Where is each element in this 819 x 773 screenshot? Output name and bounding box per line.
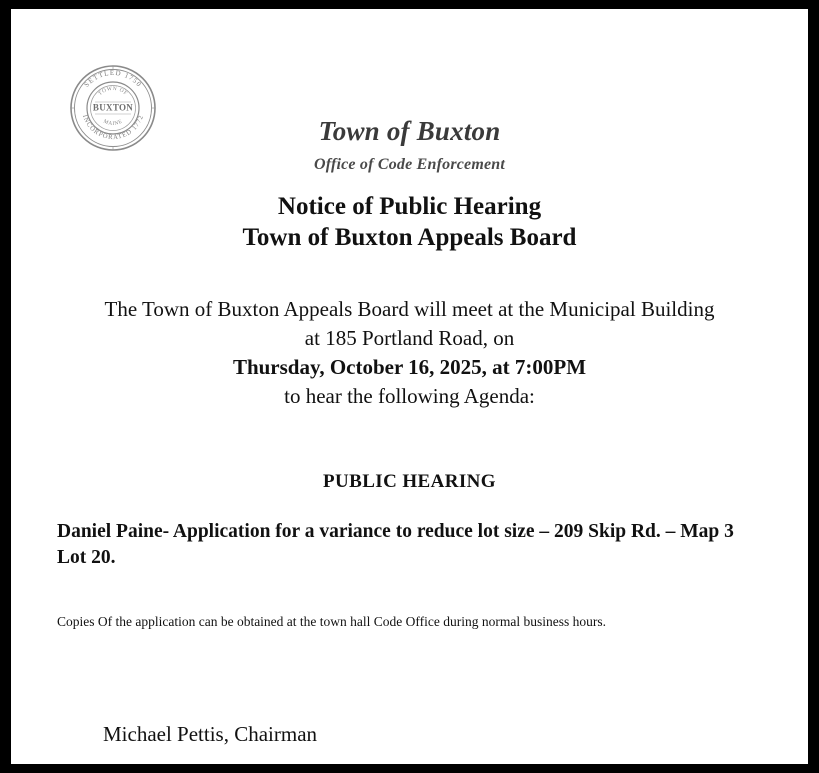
svg-text:TOWN OF: TOWN OF bbox=[97, 85, 129, 97]
page-title bbox=[11, 191, 808, 254]
svg-text:BUXTON: BUXTON bbox=[92, 102, 134, 113]
copies-note: Copies Of the application can be obtained at the town hall Code Office during normal business hours. bbox=[57, 614, 606, 629]
signature-line: Michael Pettis, Chairman bbox=[103, 722, 318, 746]
section-heading: PUBLIC HEARING bbox=[323, 471, 496, 492]
organization-title: Town of Buxton bbox=[318, 116, 501, 146]
meeting-line-4: to hear the following Agenda: bbox=[284, 383, 535, 408]
document-page bbox=[11, 9, 808, 764]
notice-title-line1: Notice of Public Hearing bbox=[277, 193, 542, 220]
organization-subtitle: Office of Code Enforcement bbox=[313, 155, 506, 173]
notice-title-line2: Town of Buxton Appeals Board bbox=[242, 224, 577, 252]
svg-text:MAINE: MAINE bbox=[102, 118, 124, 128]
meeting-line-2: at 185 Portland Road, on bbox=[304, 325, 515, 350]
agenda-item: Daniel Paine- Application for a variance to reduce lot size – 209 Skip Rd. – Map 3 Lot 20. bbox=[57, 521, 734, 569]
meeting-line-1: The Town of Buxton Appeals Board will meet at the Municipal Building bbox=[104, 297, 715, 321]
letterhead bbox=[11, 117, 808, 174]
svg-text:SETTLED 1750: SETTLED 1750 bbox=[82, 68, 144, 89]
svg-text:INCORPORATED 1772: INCORPORATED 1772 bbox=[80, 113, 146, 142]
meeting-details bbox=[57, 295, 762, 411]
meeting-datetime: Thursday, October 16, 2025, at 7:00PM bbox=[232, 354, 587, 379]
